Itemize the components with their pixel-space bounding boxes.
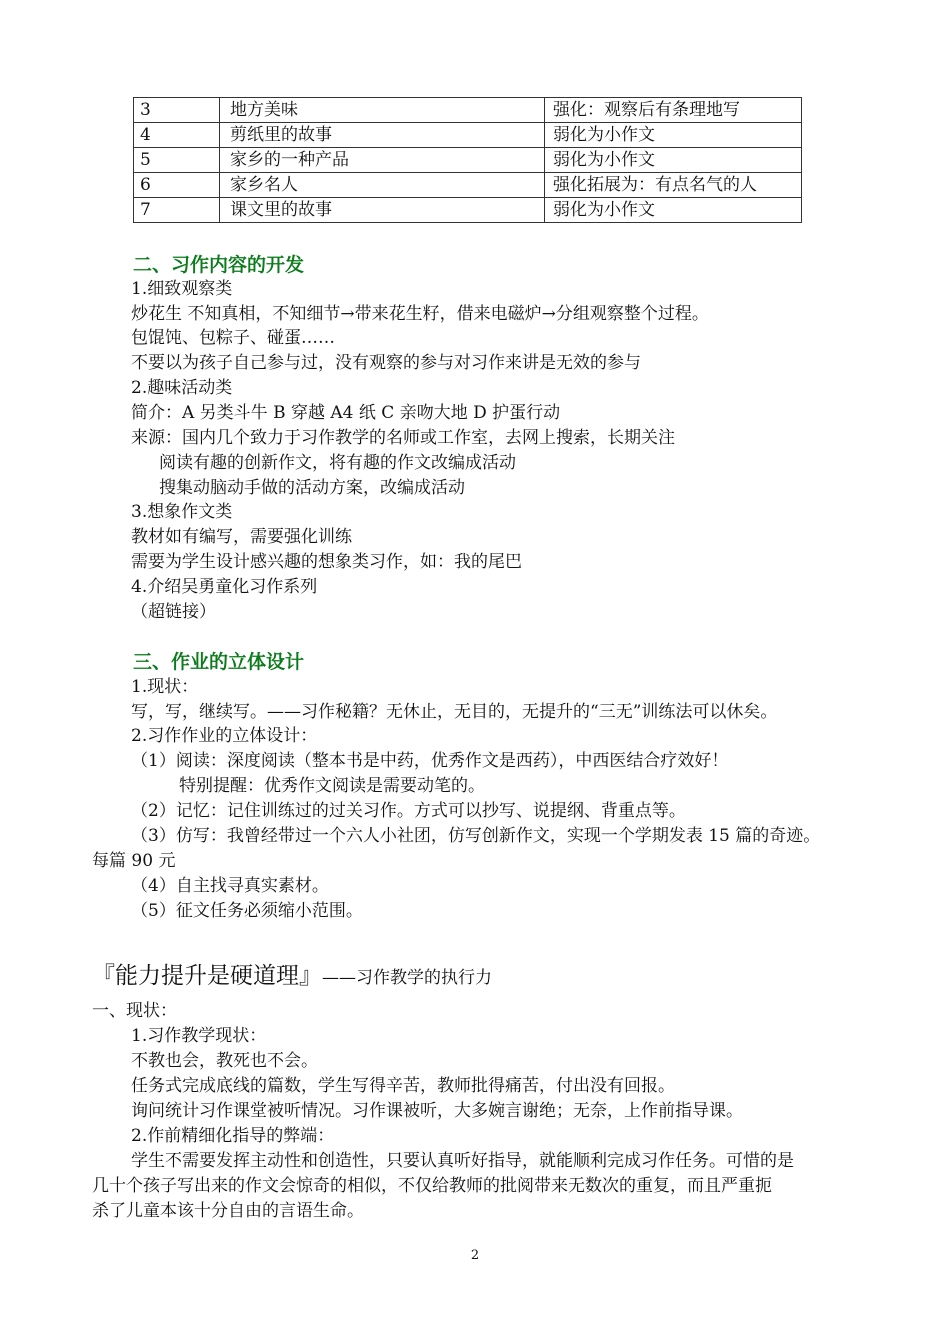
body-line: 不要以为孩子自己参与过，没有观察的参与对习作来讲是无效的参与: [131, 353, 641, 373]
part-title-main: 『能力提升是硬道理』: [92, 963, 322, 989]
row-number-cell: 6: [134, 173, 220, 198]
table-row: [134, 198, 802, 223]
table-row: [134, 173, 802, 198]
body-line: 1.细致观察类: [131, 279, 233, 299]
body-line: 3.想象作文类: [131, 502, 233, 522]
body-line: 需要为学生设计感兴趣的想象类习作，如：我的尾巴: [131, 552, 522, 572]
body-line: 1.现状：: [131, 677, 199, 697]
section3-heading: 三、作业的立体设计: [133, 651, 305, 673]
body-line: 2.习作作业的立体设计：: [131, 726, 318, 746]
row-number-cell: 3: [134, 98, 220, 123]
body-line: 每篇 90 元: [92, 851, 176, 871]
topic-cell: 家乡名人: [220, 173, 545, 198]
body-line: 写，写，继续写。——习作秘籍？无休止，无目的，无提升的“三无”训练法可以休矣。: [131, 702, 778, 722]
body-line: 几十个孩子写出来的作文会惊奇的相似，不仅给教师的批阅带来无数次的重复，而且严重扼: [92, 1176, 772, 1196]
treatment-cell: 弱化为小作文: [545, 198, 802, 223]
treatment-cell: 强化：观察后有条理地写: [545, 98, 802, 123]
treatment-cell: 弱化为小作文: [545, 148, 802, 173]
row-number-cell: 7: [134, 198, 220, 223]
body-line: 来源：国内几个致力于习作教学的名师或工作室，去网上搜索，长期关注: [131, 428, 675, 448]
part-title-sub: ——习作教学的执行力: [322, 968, 492, 988]
body-line: 2.趣味活动类: [131, 378, 233, 398]
hyperlink-note: （超链接）: [131, 602, 216, 622]
body-line: 学生不需要发挥主动性和创造性，只要认真听好指导，就能顺利完成习作任务。可惜的是: [131, 1151, 794, 1171]
body-line: （2）记忆：记住训练过的过关习作。方式可以抄写、说提纲、背重点等。: [131, 801, 686, 821]
body-line: 不教也会，教死也不会。: [131, 1051, 318, 1071]
part-title: [92, 960, 492, 994]
body-line: 炒花生 不知真相，不知细节→带来花生籽，借来电磁炉→分组观察整个过程。: [131, 304, 709, 324]
body-line: 教材如有编写，需要强化训练: [131, 527, 352, 547]
body-line: 杀了儿童本该十分自由的言语生命。: [92, 1201, 364, 1221]
body-line: 2.作前精细化指导的弊端：: [131, 1126, 335, 1146]
body-line: 包馄饨、包粽子、碰蛋……: [131, 328, 335, 348]
row-number-cell: 4: [134, 123, 220, 148]
table-row: [134, 123, 802, 148]
section2-heading: 二、习作内容的开发: [133, 254, 305, 276]
topic-cell: 课文里的故事: [220, 198, 545, 223]
body-line: 1.习作教学现状：: [131, 1026, 267, 1046]
body-line: 任务式完成底线的篇数，学生写得辛苦，教师批得痛苦，付出没有回报。: [131, 1076, 675, 1096]
page-number: 2: [470, 1248, 480, 1263]
body-line: 搜集动脑动手做的活动方案，改编成活动: [159, 478, 465, 498]
topic-cell: 地方美味: [220, 98, 545, 123]
body-line: （4）自主找寻真实素材。: [131, 876, 329, 896]
body-line: （5）征文任务必须缩小范围。: [131, 901, 363, 921]
treatment-cell: 强化拓展为：有点名气的人: [545, 173, 802, 198]
treatment-cell: 弱化为小作文: [545, 123, 802, 148]
row-number-cell: 5: [134, 148, 220, 173]
body-line: （1）阅读：深度阅读（整本书是中药，优秀作文是西药），中西医结合疗效好！: [131, 751, 729, 771]
body-line: 4.介绍吴勇童化习作系列: [131, 577, 318, 597]
topic-cell: 家乡的一种产品: [220, 148, 545, 173]
table-row: [134, 148, 802, 173]
table-row: [134, 98, 802, 123]
body-line: 阅读有趣的创新作文，将有趣的作文改编成活动: [159, 453, 516, 473]
body-line: 一、现状：: [92, 1001, 177, 1021]
body-line: （3）仿写：我曾经带过一个六人小社团，仿写创新作文，实现一个学期发表 15 篇的奇迹。: [131, 826, 821, 846]
body-line: 简介：A 另类斗牛 B 穿越 A4 纸 C 亲吻大地 D 护蛋行动: [131, 403, 561, 423]
body-line: 询问统计习作课堂被听情况。习作课被听，大多婉言谢绝；无奈，上作前指导课。: [131, 1101, 743, 1121]
topic-table: [133, 97, 802, 223]
body-line: 特别提醒：优秀作文阅读是需要动笔的。: [179, 776, 485, 796]
topic-cell: 剪纸里的故事: [220, 123, 545, 148]
